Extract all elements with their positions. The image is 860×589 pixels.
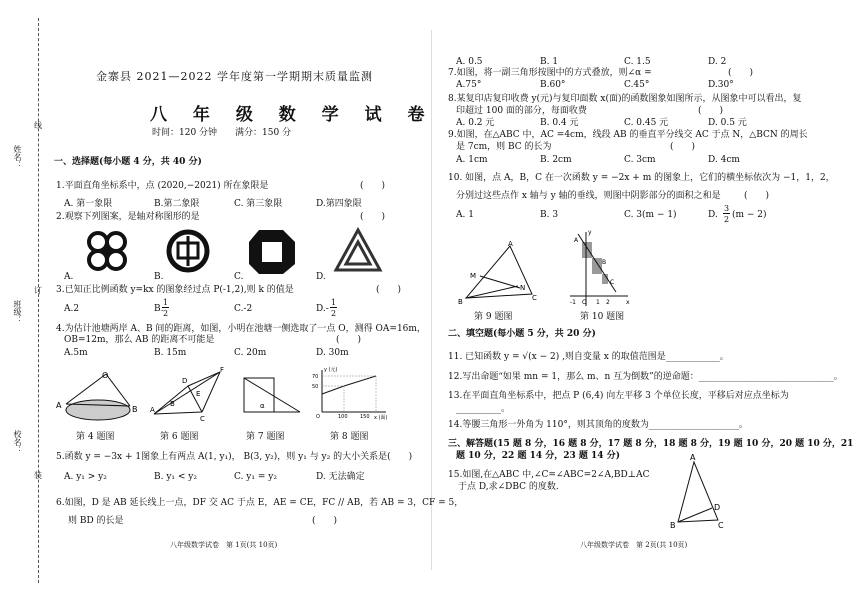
- q6-opt-c: C. 1.5: [624, 57, 651, 67]
- q4-opt-b: B. 15m: [154, 348, 187, 358]
- q10-d-den: 2: [724, 215, 730, 224]
- fig10-label-c: C: [610, 279, 615, 286]
- left-page-footer: 八年级数学试卷 第 1页(共 10页): [170, 541, 278, 549]
- q15-line-1: 15.如图,在△ABC 中,∠C=∠ABC=2∠A,BD⊥AC: [448, 470, 650, 480]
- q3-text: 3.已知正比例函数 y=kx 的图象经过点 P(-1,2),则 k 的值是: [56, 285, 294, 295]
- q15-line-2: 于点 D,求∠DBC 的度数.: [458, 482, 559, 492]
- q1-opt-b: B.第二象限: [154, 199, 200, 209]
- q3-paren: ( ): [376, 285, 402, 295]
- q7-opt-a: A.75°: [456, 80, 482, 90]
- q3-d-den: 2: [331, 309, 337, 318]
- q9-paren: ( ): [670, 142, 696, 152]
- exam-header-title: 金寨县 2021—2022 学年度第一学期期末质量监测: [96, 70, 373, 83]
- fig15-label-c: C: [718, 521, 724, 530]
- q6-line-2: 则 BD 的长是: [68, 516, 124, 526]
- q3-d-num: 1: [331, 298, 337, 307]
- q4-opt-a: A.5m: [64, 348, 88, 358]
- section-3-heading-1: 三、解答题(15 题 8 分，16 题 8 分，17 题 8 分，18 题 8 分，19 题 10 分，20 题 10 分，21: [448, 439, 854, 449]
- fig10-tick-2: 2: [606, 299, 610, 306]
- q6-opt-b: B. 1: [540, 57, 559, 67]
- fig4-label-o: O: [102, 371, 109, 380]
- q9-line-1: 9.如图，在△ABC 中，AC =4cm，线段 AB 的垂直平分线交 AC 于点 N，△BCN 的周长: [448, 130, 808, 140]
- fig7-label-alpha: α: [260, 402, 265, 410]
- binding-line: [38, 18, 39, 583]
- q10-opt-a: A. 1: [456, 210, 474, 220]
- q5-opt-b: B. y₁ < y₂: [154, 472, 197, 482]
- q7-opt-c: C.45°: [624, 80, 650, 90]
- q9-opt-d: D. 4cm: [708, 155, 740, 165]
- fig9-label-a: A: [508, 240, 513, 248]
- q8-opt-a: A. 0.2 元: [456, 118, 495, 128]
- q4-line-2: OB=12m，那么 AB 的距离不可能是: [64, 335, 215, 345]
- section-1-heading: 一、选择题(每小题 4 分，共 40 分): [54, 157, 202, 167]
- fig8-y-axis-label: y (元): [324, 367, 338, 373]
- q5-opt-c: C. y₁ = y₂: [234, 472, 277, 482]
- fig4-label-a: A: [56, 401, 62, 410]
- q10-d-num: 3: [724, 204, 730, 213]
- section-3-heading-2: 题 10 分，22 题 14 分，23 题 14 分): [456, 451, 620, 461]
- q10-opt-c: C. 3(m − 1): [624, 210, 677, 220]
- figure-4: [54, 370, 140, 428]
- fig10-origin: O: [582, 299, 587, 306]
- q8-opt-c: C. 0.45 元: [624, 118, 669, 128]
- fig9-label-c: C: [532, 294, 537, 302]
- q4-opt-d: D. 30m: [316, 348, 349, 358]
- fig10-tick-1: 1: [596, 299, 600, 306]
- q6-opt-d: D. 2: [708, 57, 727, 67]
- q4-line-1: 4.为估计池塘两岸 A、B 间的距离，如图，小明在池塘一侧选取了一点 O，测得 OA=16m，: [56, 324, 426, 334]
- q9-opt-c: C. 3cm: [624, 155, 656, 165]
- fig10-caption: 第 10 题图: [580, 312, 625, 322]
- q2-figure-a: [76, 228, 136, 274]
- q10-opt-d: D.: [708, 210, 718, 220]
- gutter-ding-mark: 订: [34, 286, 42, 295]
- q10-line-1: 10. 如图，点 A，B，C 在一次函数 y = −2x + m 的图象上，它们的横坐标依次为 −1，1，2，: [448, 173, 835, 183]
- fig7-caption: 第 7 题图: [246, 432, 285, 442]
- q10-line-2: 分别过这些点作 x 轴与 y 轴的垂线，则图中阴影部分的面积之和是: [456, 191, 721, 201]
- q7-opt-d: D.30°: [708, 80, 734, 90]
- fig8-x-axis-label: x (面): [374, 415, 388, 421]
- q2-opt-a: A.: [64, 272, 74, 282]
- q2-figure-d: [330, 226, 386, 278]
- q3-b-den: 2: [163, 309, 169, 318]
- q10-d-tail: (m − 2): [732, 210, 767, 220]
- fig8-tick-50: 50: [312, 384, 319, 390]
- fig6-label-b: B: [170, 400, 175, 408]
- q2-opt-b: B.: [154, 272, 164, 282]
- fig10-label-a: A: [574, 237, 579, 244]
- q8-paren: ( ): [698, 106, 724, 116]
- fig9-label-n: N: [520, 284, 526, 292]
- fig10-label-b: B: [602, 259, 607, 266]
- q3-opt-a: A.2: [64, 304, 80, 314]
- fig10-tick-neg1: -1: [570, 299, 576, 306]
- name-label: 姓名：: [13, 145, 22, 169]
- figure-9: [458, 240, 542, 306]
- q1-text: 1.平面直角坐标系中，点 (2020,−2021) 所在象限是: [56, 181, 269, 191]
- fig8-tick-150: 150: [360, 414, 370, 420]
- q8-opt-d: D. 0.5 元: [708, 118, 747, 128]
- q7-opt-b: B.60°: [540, 80, 566, 90]
- q14-text: 14.等腰三角形一外角为 110°，则其顶角的度数为____________________。: [448, 420, 748, 430]
- fig9-label-b: B: [458, 298, 463, 306]
- q8-line-1: 8.某复印店复印收费 y(元)与复印面数 x(面)的函数图象如图所示，从图象中可以看出，复: [448, 94, 802, 104]
- fig8-tick-70: 70: [312, 374, 319, 380]
- q5-text: 5.函数 y = −3x + 1图象上有两点 A(1, y₁)， B(3, y₂)，则 y₁ 与 y₂ 的大小关系是( ): [56, 452, 413, 462]
- q3-opt-d: D.-: [316, 304, 329, 314]
- fig6-label-e: E: [196, 390, 201, 398]
- q1-opt-c: C. 第三象限: [234, 199, 283, 209]
- q12-text: 12.写出命题“如果 mn = 1，那么 m、n 互为倒数”的逆命题：______________________________。: [448, 372, 843, 382]
- figure-8: [310, 366, 392, 420]
- q9-line-2: 是 7cm，则 BC 的长为: [456, 142, 552, 152]
- q2-paren: ( ): [360, 212, 386, 222]
- q1-opt-d: D.第四象限: [316, 199, 362, 209]
- q6-paren: ( ): [312, 516, 338, 526]
- fig10-x-axis-label: x: [626, 299, 630, 306]
- q13-line-1: 13.在平面直角坐标系中，把点 P (6,4) 向左平移 3 个单位长度，平移后对应点坐标为: [448, 391, 789, 401]
- exam-subtitle: 八 年 级 数 学 试 卷: [150, 105, 435, 125]
- q6-line-1: 6.如图，D 是 AB 延长线上一点，DF 交 AC 于点 E，AE = CE，FC // AB，若 AB = 3，CF = 5，: [56, 498, 464, 508]
- q2-opt-c: C.: [234, 272, 244, 282]
- class-label: 班级：: [13, 300, 22, 324]
- q7-text: 7.如图，将一副三角形按图中的方式叠放，则∠α =: [448, 68, 652, 78]
- fig15-label-b: B: [670, 521, 676, 530]
- q5-opt-a: A. y₁ > y₂: [64, 472, 107, 482]
- q6-opt-a: A. 0.5: [456, 57, 483, 67]
- q1-paren: ( ): [360, 181, 386, 191]
- q2-text: 2.观察下列图案，是轴对称图形的是: [56, 212, 200, 222]
- fig10-y-axis-label: y: [588, 229, 592, 236]
- q10-paren: ( ): [744, 191, 770, 201]
- fig9-label-m: M: [470, 272, 477, 280]
- q9-opt-b: B. 2cm: [540, 155, 572, 165]
- figure-10: [566, 228, 632, 310]
- q2-opt-d: D.: [316, 272, 326, 282]
- q4-opt-c: C. 20m: [234, 348, 267, 358]
- exam-info: 时间：120 分钟 满分：150 分: [152, 128, 292, 138]
- q8-line-2: 印超过 100 面的部分，每面收费: [456, 106, 587, 116]
- section-2-heading: 二、填空题(每小题 5 分，共 20 分): [448, 329, 596, 339]
- q3-opt-b: B.: [154, 304, 164, 314]
- q9-opt-a: A. 1cm: [456, 155, 488, 165]
- q2-figure-c: [247, 228, 297, 276]
- q7-paren: ( ): [728, 68, 754, 78]
- q11-text: 11. 已知函数 y = √(x − 2) ,则自变量 x 的取值范围是____________。: [448, 352, 729, 362]
- school-label: 校名：: [13, 430, 22, 454]
- gutter-zhuang-mark: 装: [34, 471, 42, 480]
- fig15-label-a: A: [690, 453, 696, 462]
- fig8-tick-100: 100: [338, 414, 348, 420]
- q13-line-2: __________。: [456, 404, 511, 414]
- fig6-label-f: F: [220, 366, 225, 374]
- figure-15: [670, 454, 732, 530]
- q3-b-num: 1: [163, 298, 169, 307]
- q1-opt-a: A. 第一象限: [64, 199, 113, 209]
- q8-opt-b: B. 0.4 元: [540, 118, 579, 128]
- q10-opt-b: B. 3: [540, 210, 559, 220]
- fig6-caption: 第 6 题图: [160, 432, 199, 442]
- q4-paren: ( ): [336, 335, 362, 345]
- fig4-label-b: B: [132, 405, 138, 414]
- fig6-label-a: A: [150, 406, 155, 414]
- right-page-footer: 八年级数学试卷 第 2页(共 10页): [580, 541, 688, 549]
- fig8-caption: 第 8 题图: [330, 432, 369, 442]
- gutter-line-mark: 线: [34, 121, 42, 130]
- fig6-label-d: D: [182, 377, 188, 385]
- fig4-caption: 第 4 题图: [76, 432, 115, 442]
- fig6-label-c: C: [200, 415, 205, 423]
- fig9-caption: 第 9 题图: [474, 312, 513, 322]
- q3-opt-c: C.-2: [234, 304, 253, 314]
- figure-6: [150, 366, 226, 424]
- q5-opt-d: D. 无法确定: [316, 472, 365, 482]
- fig8-origin: O: [316, 414, 320, 420]
- q2-figure-b: [166, 229, 216, 275]
- fig15-label-d: D: [714, 503, 721, 512]
- figure-7: [238, 372, 306, 420]
